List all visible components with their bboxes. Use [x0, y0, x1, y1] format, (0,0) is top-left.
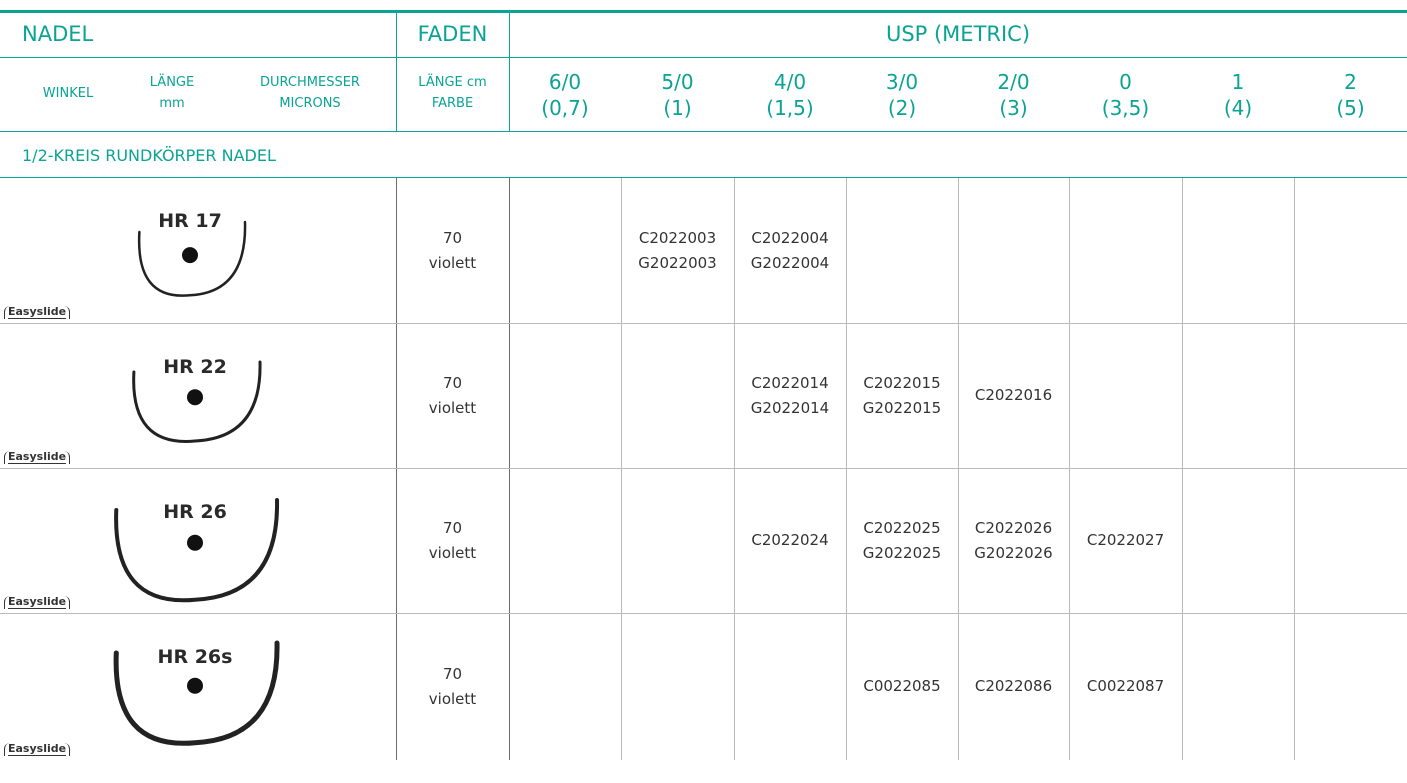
usp-column-5	[958, 69, 1069, 121]
usp-column-3	[734, 69, 846, 121]
thread-color: violett	[428, 689, 477, 708]
thread-length: 70	[442, 373, 463, 392]
subheader-laenge-line2: mm	[159, 96, 185, 111]
usp-size: 2/0	[997, 70, 1030, 94]
easyslide-badge-label: Easyslide	[8, 742, 67, 755]
subheader-faden	[396, 72, 509, 114]
product-code-cell: C2022004 G2022004	[750, 228, 830, 272]
section-title: 1/2-KREIS RUNDKÖRPER NADEL	[22, 146, 276, 165]
easyslide-badge	[4, 743, 70, 756]
subheader-winkel: WINKEL	[42, 86, 94, 101]
subheader-faden-line2: FARBE	[431, 96, 474, 111]
usp-metric: (1,5)	[766, 96, 814, 120]
header-rule	[0, 57, 1407, 58]
easyslide-badge	[4, 451, 70, 464]
easyslide-badge-label: Easyslide	[8, 450, 67, 463]
grid-divider-col	[846, 178, 847, 760]
product-code-cell: C2022026 G2022026	[974, 518, 1053, 562]
usp-metric: (3)	[999, 96, 1028, 120]
usp-size: 4/0	[773, 70, 807, 94]
subheader-laenge	[132, 72, 212, 114]
usp-size: 6/0	[548, 70, 582, 94]
product-code-cell: C2022025 G2022025	[862, 518, 942, 562]
thread-color: violett	[428, 253, 477, 272]
usp-size: 0	[1119, 70, 1132, 94]
easyslide-badge	[4, 596, 70, 609]
top-rule	[0, 10, 1407, 13]
thread-length: 70	[442, 664, 463, 683]
needle-label: HR 26s	[157, 646, 233, 668]
faden-cell	[396, 516, 509, 566]
usp-size: 1	[1231, 70, 1245, 94]
needle-label: HR 17	[158, 210, 222, 232]
usp-column-7	[1182, 69, 1294, 121]
usp-column-2	[621, 69, 734, 121]
grid-divider-col	[1182, 178, 1183, 760]
product-code-cell: C2022027	[1086, 531, 1165, 549]
grid-divider-col	[1294, 178, 1295, 760]
subheader-laenge-line1: LÄNGE	[149, 75, 195, 90]
header-usp: USP (METRIC)	[885, 22, 1031, 46]
usp-size: 3/0	[885, 70, 919, 94]
usp-metric: (2)	[887, 96, 917, 120]
grid-divider-col	[958, 178, 959, 760]
product-code-cell: C0022087	[1086, 677, 1165, 695]
usp-column-8	[1294, 69, 1407, 121]
thread-color: violett	[428, 398, 477, 417]
usp-size: 5/0	[661, 70, 694, 94]
easyslide-badge	[4, 306, 70, 319]
faden-cell	[396, 226, 509, 276]
usp-column-1	[509, 69, 621, 121]
usp-column-4	[846, 69, 958, 121]
subheader-faden-line1: LÄNGE cm	[418, 75, 487, 90]
needle-arc-icon	[70, 222, 310, 362]
subheader-durchmesser	[245, 72, 375, 114]
faden-cell	[396, 371, 509, 421]
usp-metric: (3,5)	[1101, 96, 1150, 120]
thread-length: 70	[442, 518, 463, 537]
product-code-cell: C2022003 G2022003	[638, 228, 717, 272]
needle-label: HR 22	[163, 356, 227, 378]
needle-arc-icon	[75, 643, 315, 783]
product-code-cell: C0022085	[863, 677, 941, 695]
usp-size: 2	[1344, 70, 1357, 94]
easyslide-badge-label: Easyslide	[8, 595, 67, 608]
product-code-cell: C2022014 G2022014	[750, 373, 830, 417]
usp-metric: (0,7)	[541, 96, 589, 120]
faden-cell	[396, 662, 509, 712]
usp-metric: (1)	[663, 96, 692, 120]
subheader-durchmesser-line2: MICRONS	[279, 96, 341, 111]
subheader-durchmesser-line1: DURCHMESSER	[260, 75, 360, 90]
usp-metric: (4)	[1223, 96, 1253, 120]
needle-arc-icon	[75, 362, 315, 502]
thread-length: 70	[442, 228, 463, 247]
grid-divider-col	[1069, 178, 1070, 760]
easyslide-badge-label: Easyslide	[8, 305, 67, 318]
needle-arc-icon	[75, 500, 315, 640]
subheader-rule	[0, 131, 1407, 132]
usp-column-6	[1069, 69, 1182, 121]
usp-metric: (5)	[1336, 96, 1365, 120]
thread-color: violett	[428, 543, 477, 562]
product-code-cell: C2022086	[974, 677, 1053, 695]
product-code-cell: C2022024	[751, 531, 829, 549]
product-code-cell: C2022015 G2022015	[862, 373, 942, 417]
header-nadel: NADEL	[22, 22, 94, 46]
product-code-cell: C2022016	[974, 386, 1053, 404]
needle-label: HR 26	[163, 501, 227, 523]
section-rule	[0, 177, 1407, 178]
grid-divider-usp	[509, 178, 510, 760]
header-faden: FADEN	[417, 22, 488, 46]
